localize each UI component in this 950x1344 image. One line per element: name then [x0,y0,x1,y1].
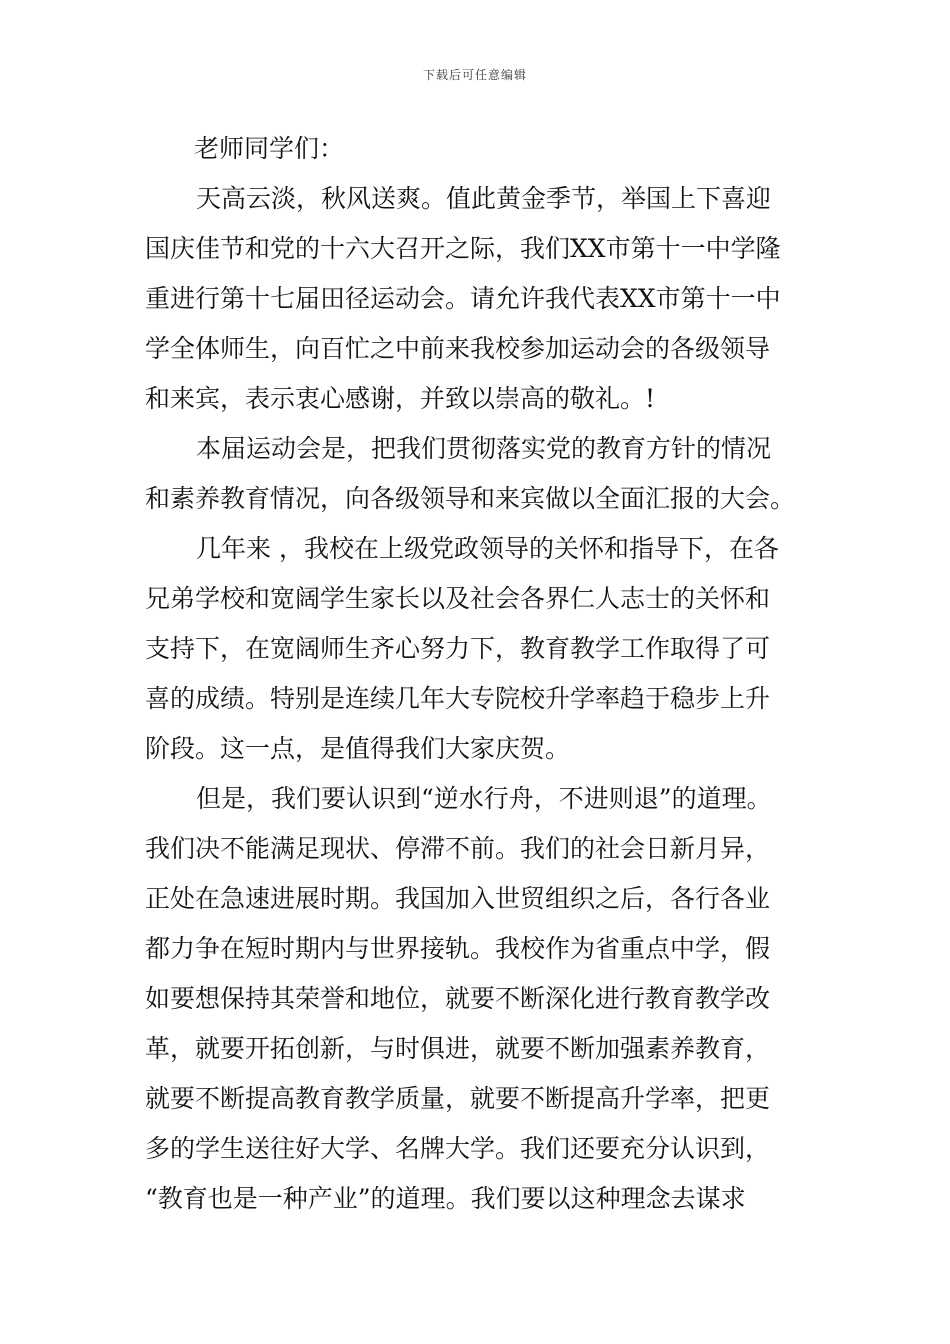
paragraph-line: 本届运动会是，把我们贯彻落实党的教育方针的情况 [196,434,772,463]
paragraph-line: 正处在急速进展时期。我国加入世贸组织之后，各行各业 [145,884,771,913]
paragraph-line: 但是，我们要认识到“逆水行舟，不进则退”的道理。 [196,784,772,813]
paragraph-line: 重进行第十七届田径运动会。请允许我代表XX市第十一中 [145,284,781,313]
paragraph-line: 兄弟学校和宽阔学生家长以及社会各界仁人志士的关怀和 [145,584,771,613]
document-body [145,124,835,1224]
paragraph-line: 阶段。这一点，是值得我们大家庆贺。 [145,734,571,763]
paragraph-line: 天高云淡，秋风送爽。值此黄金季节，举国上下喜迎 [196,184,772,213]
paragraph-line: 如要想保持其荣誉和地位，就要不断深化进行教育教学改 [145,984,771,1013]
paragraph-line: 和素养教育情况，向各级领导和来宾做以全面汇报的大会。 [145,484,796,513]
paragraph-line: 和来宾，表示衷心感谢，并致以崇高的敬礼。! [145,384,656,413]
salutation: 老师同学们： [194,134,345,163]
paragraph-line: “教育也是一种产业”的道理。我们要以这种理念去谋求 [145,1184,746,1213]
paragraph-line: 多的学生送往好大学、名牌大学。我们还要充分认识到， [145,1134,771,1163]
header-note: 下载后可任意编辑 [422,68,527,82]
paragraph-line: 喜的成绩。特别是连续几年大专院校升学率趋于稳步上升 [145,684,771,713]
paragraph-line: 都力争在短时期内与世界接轨。我校作为省重点中学，假 [145,934,771,963]
paragraph-line: 学全体师生，向百忙之中前来我校参加运动会的各级领导 [145,334,771,363]
paragraph-line: 革，就要开拓创新，与时俱进，就要不断加强素养教育， [145,1034,771,1063]
paragraph-line: 国庆佳节和党的十六大召开之际，我们XX市第十一中学隆 [145,234,781,263]
paragraph-line: 支持下，在宽阔师生齐心努力下，教育教学工作取得了可 [145,634,771,663]
paragraph-line: 就要不断提高教育教学质量，就要不断提高升学率，把更 [145,1084,771,1113]
paragraph-line: 我们决不能满足现状、停滞不前。我们的社会日新月异， [145,834,771,863]
paragraph-line: 几年来 ，我校在上级党政领导的关怀和指导下，在各 [196,534,779,563]
